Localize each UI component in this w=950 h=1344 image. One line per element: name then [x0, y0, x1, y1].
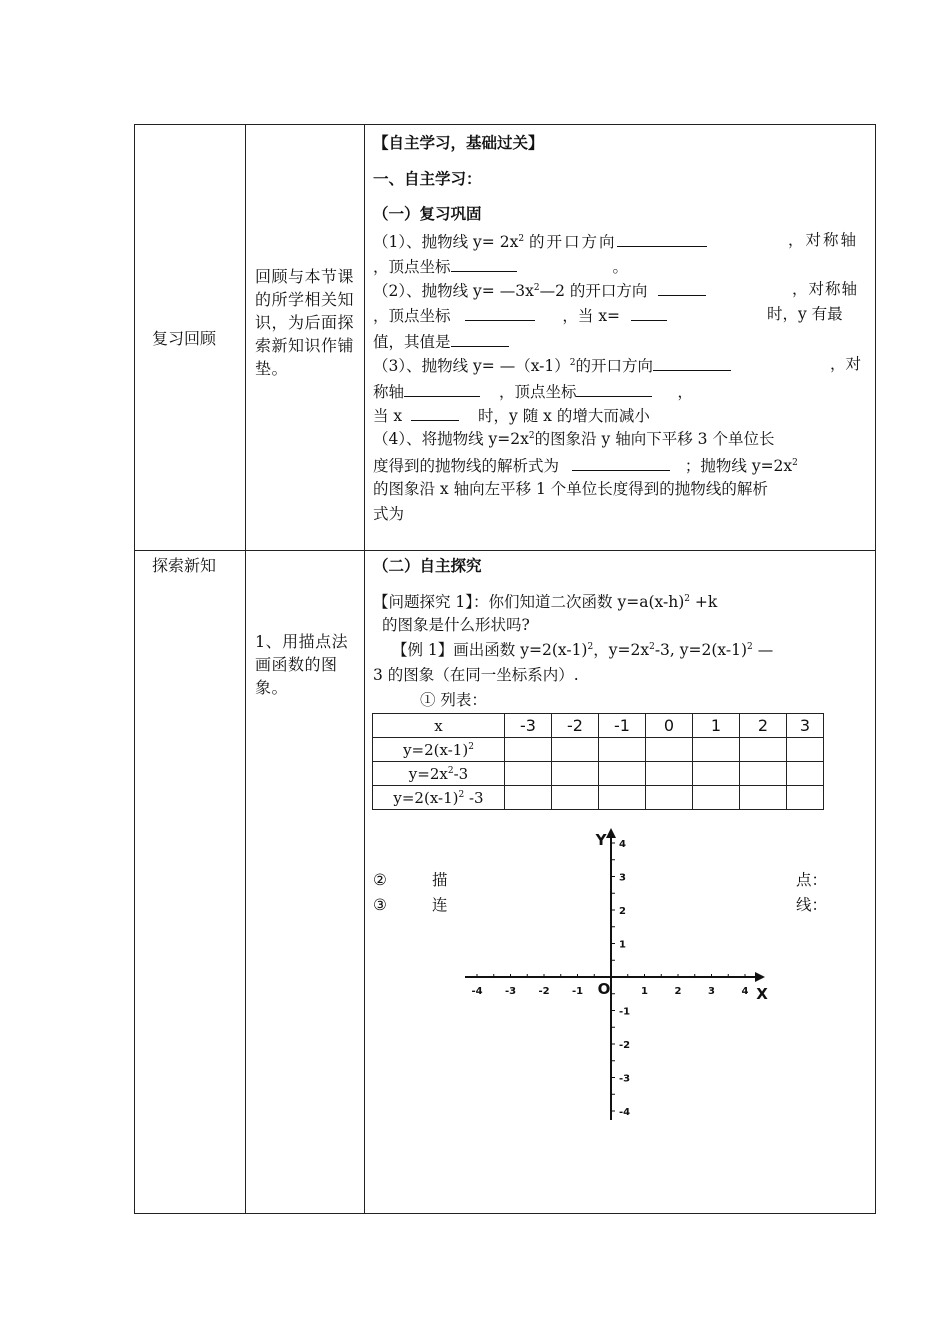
step-1-label: ① 列表：: [420, 691, 487, 709]
y-axis-label: Y: [595, 831, 607, 849]
example-text-d: —: [752, 641, 774, 659]
y-axis-arrow: [606, 828, 616, 838]
row-divider: [134, 550, 876, 551]
x-tick-label: 2: [674, 986, 682, 997]
y-tick-label: 4: [619, 839, 626, 850]
question-4-line-2: [373, 454, 798, 476]
q2-text-c: ，对称轴: [792, 280, 859, 298]
coordinate-axes: [455, 820, 775, 1130]
question-4-line-1: [373, 429, 774, 449]
q4-text-a: （4）、将抛物线 y=2x: [373, 430, 529, 448]
q2-text-a: （2）、抛物线 y= —3x: [373, 282, 534, 300]
q3-text-f: ，: [677, 383, 693, 401]
step-3-text-b: 线：: [796, 896, 828, 914]
y-tick-label: -3: [619, 1073, 631, 1085]
x-tick-label: 1: [641, 986, 648, 997]
q4-sup-2: 2: [792, 457, 798, 468]
q3-sup: 2: [569, 357, 576, 368]
q4-text-e: 的图象沿 x 轴向左平移 1 个单位长度得到的抛物线的解析: [373, 480, 768, 498]
x-tick-label: -1: [571, 986, 584, 997]
step-2-text-b: 点：: [796, 871, 828, 889]
q2-sup: 2: [533, 282, 540, 293]
example-text-b: ，y=2x: [593, 641, 650, 659]
problem-sup: 2: [684, 593, 690, 604]
table-cell[interactable]: [552, 762, 599, 786]
table-cell[interactable]: [552, 786, 599, 810]
table-cell[interactable]: [740, 786, 787, 810]
y-tick-label: 3: [619, 872, 626, 884]
question-3-line-2: [373, 380, 693, 402]
q2-blank-vertex[interactable]: [465, 304, 535, 321]
objective-explore: 1、用描点法画函数的图象。: [255, 632, 349, 697]
question-2-line-2: [373, 304, 667, 326]
q4-text-d: ；抛物线 y=2x: [684, 457, 793, 475]
example-text-e: 3 的图象（在同一坐标系内）.: [373, 666, 579, 684]
q2-text-f: 时，y 有最: [767, 305, 843, 323]
x-tick-label: -4: [471, 986, 483, 997]
question-3-line-1: [373, 354, 731, 376]
subsection-review: （一）复习巩固: [373, 205, 482, 223]
q3-text-g: 当 x: [373, 407, 403, 425]
table-header-x: x: [373, 714, 505, 738]
x-axis-arrow: [755, 972, 765, 982]
q1-blank-direction[interactable]: [617, 230, 707, 247]
question-3-line-3: [373, 404, 650, 426]
table-row-label: $y=2(x-1)^2$ -3: [373, 786, 505, 810]
table-x-value: -2: [552, 714, 599, 738]
table-cell[interactable]: [787, 762, 824, 786]
q3-blank-direction[interactable]: [653, 354, 731, 371]
table-x-value: -3: [505, 714, 552, 738]
q3-text-d: 称轴: [373, 383, 405, 401]
q3-blank-axis[interactable]: [404, 380, 480, 397]
table-x-value: -1: [599, 714, 646, 738]
problem-text-c: 的图象是什么形状吗?: [382, 616, 530, 634]
table-cell[interactable]: [646, 786, 693, 810]
table-cell[interactable]: [740, 738, 787, 762]
table-cell[interactable]: [787, 786, 824, 810]
q3-text-e: ，顶点坐标: [498, 383, 577, 401]
table-row: [373, 762, 824, 786]
step-2-text-a: 描: [432, 871, 448, 889]
q3-blank-x[interactable]: [411, 404, 459, 421]
q4-blank-down[interactable]: [572, 454, 670, 471]
example-sup-3: 2: [747, 641, 753, 652]
q3-text-a: （3）、抛物线 y= —（x-1）: [373, 357, 570, 375]
problem-text-b: +k: [689, 593, 718, 611]
table-row: [373, 738, 824, 762]
q1-text-b: 的开口方向: [529, 233, 617, 251]
table-cell[interactable]: [599, 786, 646, 810]
origin-label: O: [597, 980, 611, 998]
x-tick-label: 4: [741, 986, 749, 997]
table-cell[interactable]: [693, 738, 740, 762]
question-2-line-3: [373, 330, 509, 352]
column-divider-1: [245, 124, 246, 1214]
step-3-text-a: 连: [432, 896, 448, 914]
q4-sup-1: 2: [528, 430, 535, 441]
q4-text-f: 式为: [373, 505, 405, 523]
x-tick-label: -2: [538, 986, 550, 997]
table-x-value: 1: [693, 714, 740, 738]
table-cell[interactable]: [505, 762, 552, 786]
section-heading: 一、自主学习：: [373, 170, 482, 188]
column-divider-2: [364, 124, 365, 1214]
q2-blank-x[interactable]: [631, 304, 667, 321]
problem-line-1: [373, 592, 717, 612]
q3-text-b: 的开口方向: [575, 357, 654, 375]
q4-text-b: 的图象沿 y 轴向下平移 3 个单位长: [534, 430, 775, 448]
example-sup-1: 2: [587, 641, 594, 652]
stage-explore: 探索新知: [152, 556, 217, 575]
value-table: [372, 713, 824, 810]
q3-blank-vertex[interactable]: [576, 380, 652, 397]
table-row-label: $y=2(x-1)^2$: [373, 738, 505, 762]
table-cell[interactable]: [646, 762, 693, 786]
stage-review: 复习回顾: [152, 329, 217, 348]
example-text-c: -3, y=2(x-1): [654, 641, 748, 659]
table-cell[interactable]: [646, 738, 693, 762]
table-row: [373, 786, 824, 810]
self-study-banner: 【自主学习，基础过关】: [373, 134, 544, 152]
q3-text-c: ，对: [830, 355, 862, 373]
table-header-row: [373, 714, 824, 738]
q1-text-d: ，顶点坐标: [373, 258, 451, 276]
table-cell[interactable]: [552, 738, 599, 762]
table-cell[interactable]: [693, 786, 740, 810]
q2-text-d: ，顶点坐标: [373, 307, 451, 325]
objective-review: 回顾与本节课的所学相关知识，为后面探索新知识作铺垫。: [255, 267, 355, 378]
table-cell[interactable]: [693, 762, 740, 786]
example-line-1: [392, 640, 773, 660]
q4-text-c: 度得到的抛物线的解析式为: [373, 457, 560, 475]
q1-text-e: 。: [612, 258, 629, 276]
q1-blank-vertex[interactable]: [451, 255, 517, 272]
table-cell[interactable]: [505, 738, 552, 762]
q2-blank-direction[interactable]: [658, 279, 706, 296]
table-row-label: $y=2x^2-3$: [373, 762, 505, 786]
table-cell[interactable]: [599, 762, 646, 786]
table-x-value: 0: [646, 714, 693, 738]
table-x-value: 2: [740, 714, 787, 738]
q2-blank-value[interactable]: [451, 330, 509, 347]
example-text-a: 【例 1】画出函数 y=2(x-1): [392, 641, 588, 659]
problem-text-a: 【问题探究 1】：你们知道二次函数 y=a(x-h): [373, 593, 685, 611]
table-cell[interactable]: [787, 738, 824, 762]
table-cell[interactable]: [740, 762, 787, 786]
q1-sup: 2: [518, 233, 525, 244]
table-cell[interactable]: [599, 738, 646, 762]
subsection-explore: （二）自主探究: [373, 557, 482, 575]
y-tick-label: -1: [619, 1006, 631, 1018]
q2-text-e: ，当 x=: [562, 307, 621, 325]
y-tick-label: -2: [619, 1040, 631, 1051]
q2-text-b: —2 的开口方向: [539, 282, 648, 300]
x-tick-label: 3: [708, 986, 715, 997]
step-2-num: ②: [373, 871, 387, 889]
step-3-num: ③: [373, 896, 387, 914]
q2-text-g: 值，其值是: [373, 333, 451, 351]
x-axis-label: X: [756, 985, 768, 1003]
example-sup-2: 2: [649, 641, 655, 652]
table-x-value: 3: [787, 714, 824, 738]
y-tick-label: 2: [619, 906, 626, 917]
y-tick-label: 1: [619, 939, 626, 951]
question-2-line-1: [373, 279, 706, 301]
q1-text-c: ，对称轴: [788, 231, 859, 249]
q1-text-a: （1）、抛物线 y= 2x: [373, 233, 519, 251]
q3-text-h: 时，y 随 x 的增大而减小: [478, 407, 650, 425]
question-1-line-1: [373, 230, 707, 252]
x-tick-label: -3: [504, 986, 517, 997]
table-cell[interactable]: [505, 786, 552, 810]
y-tick-label: -4: [619, 1107, 631, 1118]
question-1-line-2: [373, 255, 628, 277]
